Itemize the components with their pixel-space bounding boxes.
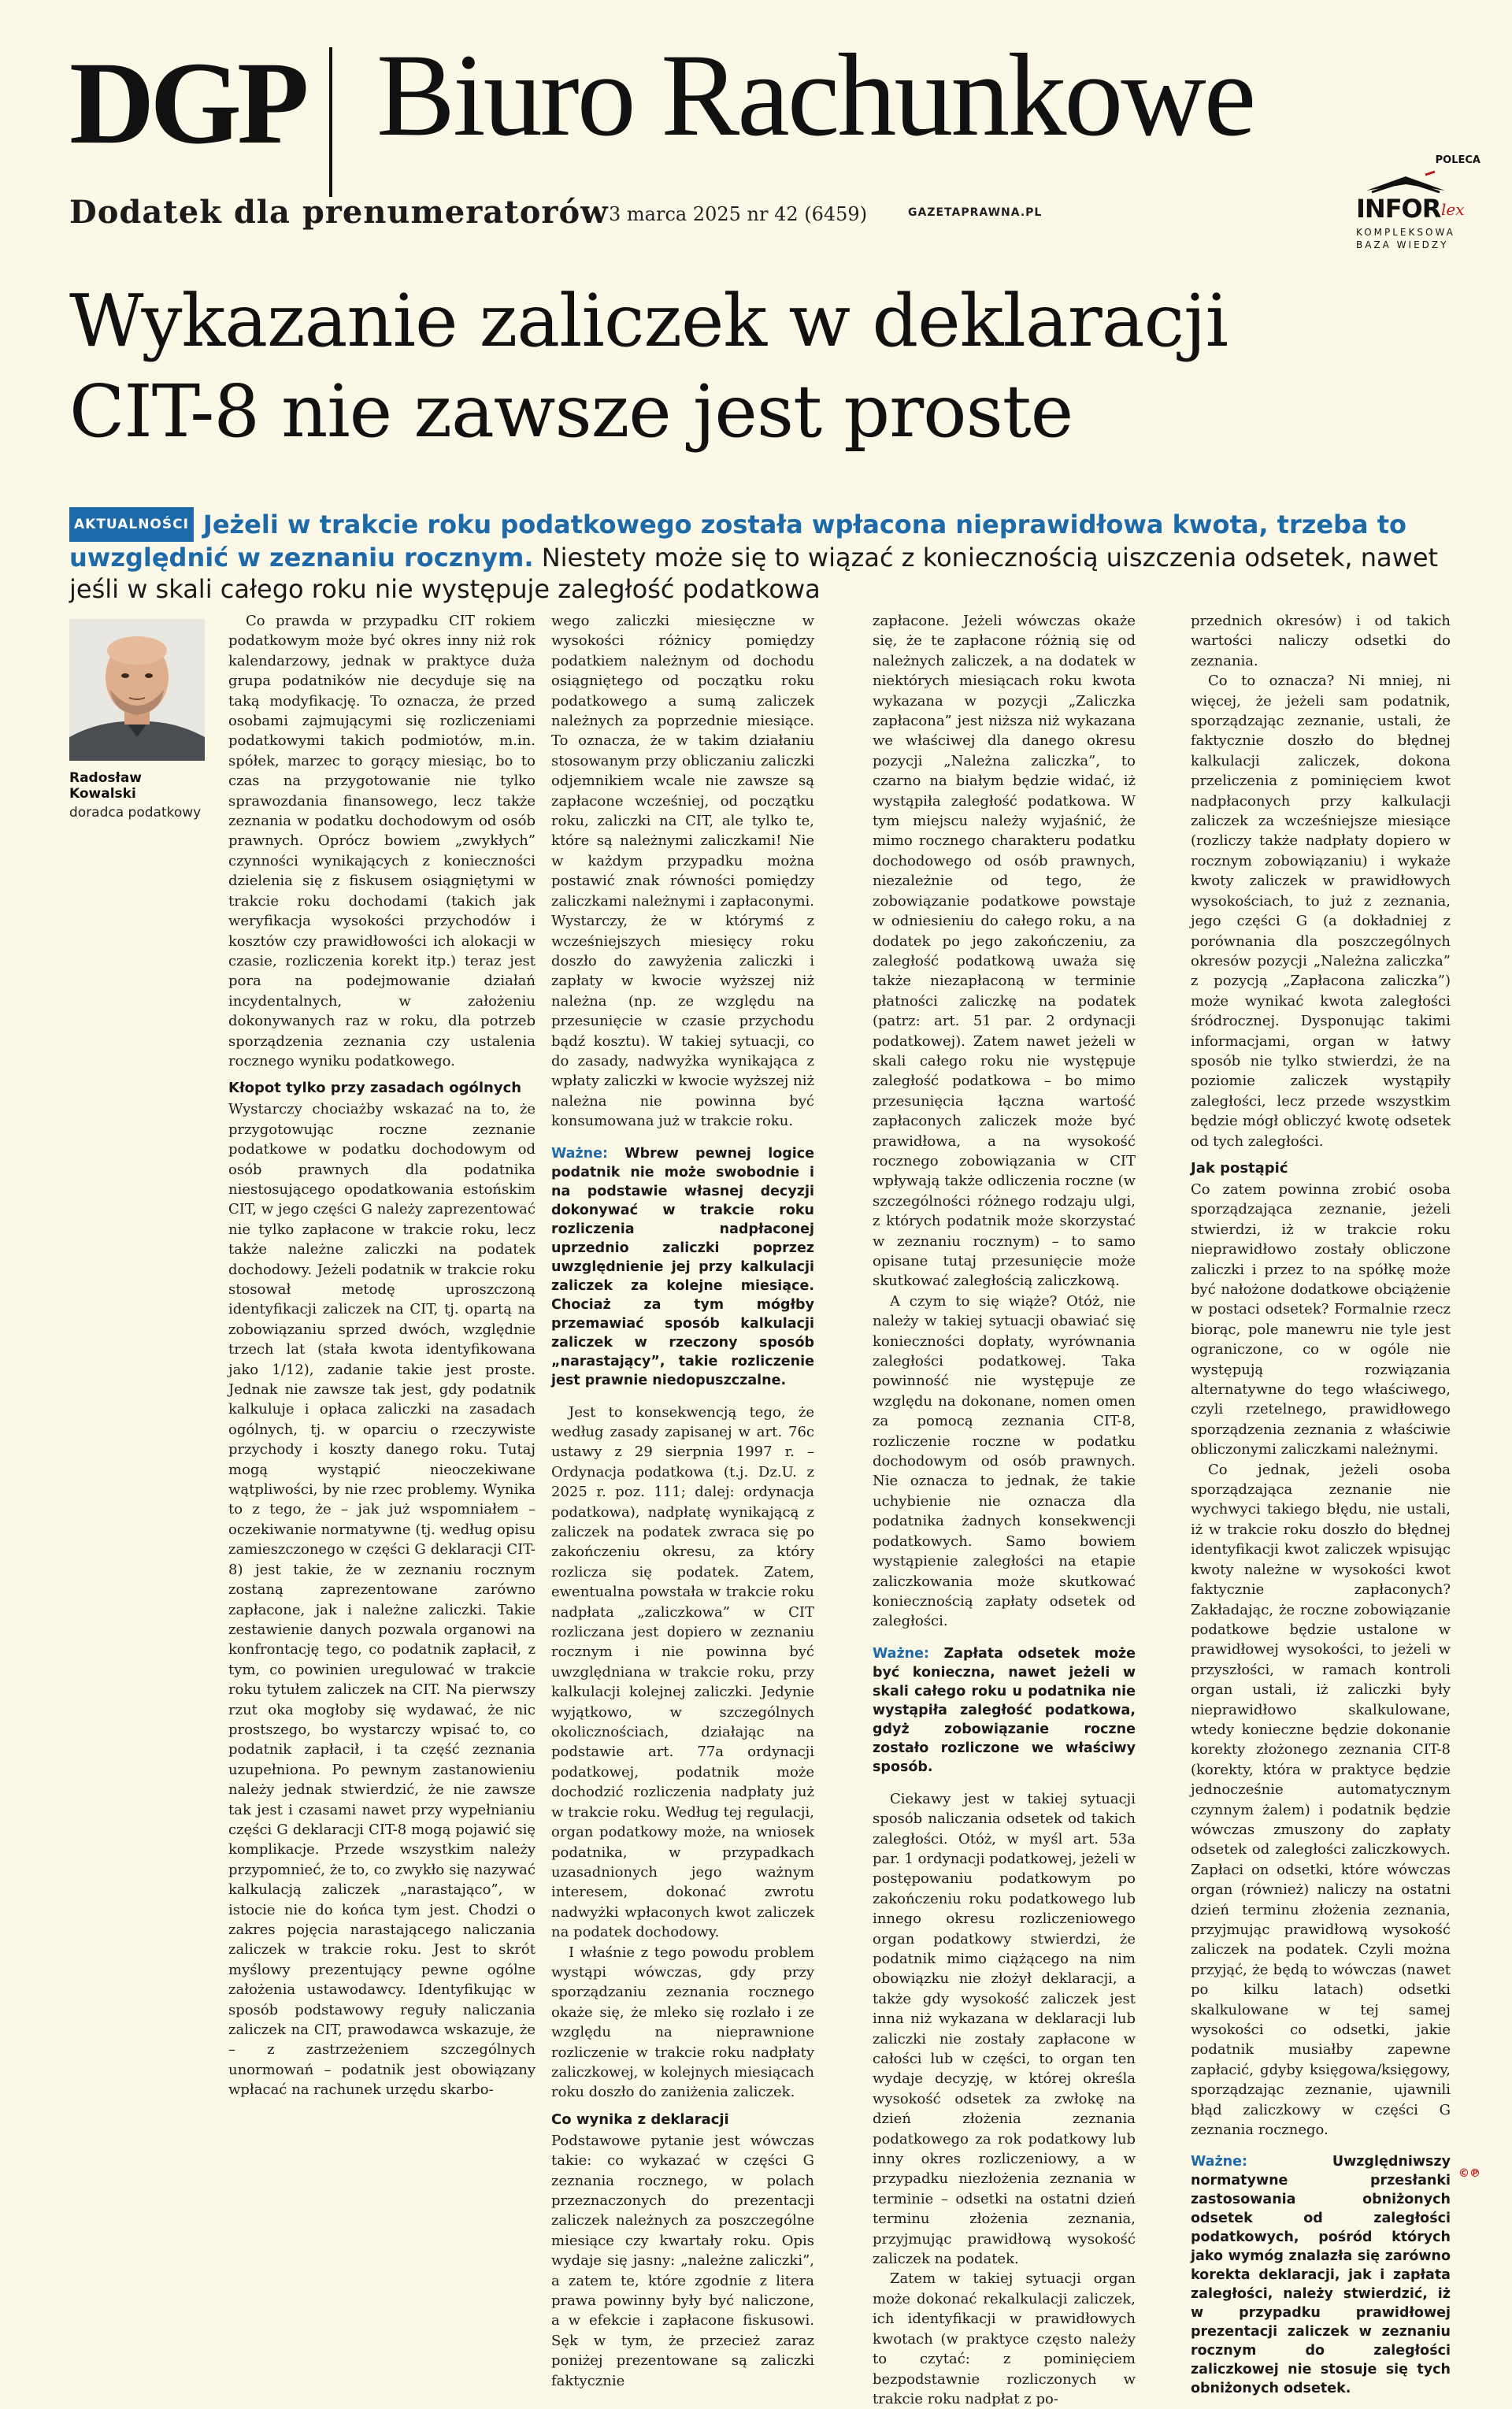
paragraph: wego zaliczki miesięczne w wysokości różnicy pomiędzy podatkiem należnym od dochodu osiągniętego od początku roku podatkowego a sumą zaliczek należnych za poprzednie miesiące. To oznacza, że w takim działaniu stosowanym przy obliczaniu zaliczki odjemnikiem wcale nie zawsze są zapłacone wcześniej, od początku roku, zaliczki na CIT, ale tylko te, które są należnymi zaliczkami! Nie w każdym przypadku można postawić znak równości pomiędzy zaliczkami należnymi i zapłaconymi. Wystarczy, że w którymś z wcześniejszych miesięcy roku doszło do zawyżenia zaliczki i zapłaty w kwocie wyższej niż należna (np. ze względu na przesunięcie w czasie przychodu bądź kosztu). W takiej sytuacji, co do zasady, nadwyżka wynikająca z wpłaty zaliczki w kwocie wyższej niż należna nie powinna być konsumowana już w trakcie roku. [551, 613, 814, 1130]
note-label: Ważne: [551, 1145, 608, 1162]
infor-name: INFOR [1356, 194, 1441, 224]
lead-rest: Niestety może się to wiązać z koniecznością uiszczenia odsetek, nawet jeśli w skali całego roku nie występuje zaległość podatkowa [69, 543, 1439, 604]
author-photo [69, 619, 205, 761]
article-column-1 [228, 611, 536, 2131]
note-label: Ważne: [1191, 2154, 1247, 2170]
paragraph: A czym to się wiąże? Otóż, nie należy w takiej sytuacji obawiać się konieczności dopłaty, wyrównania zaległości podatkowej. Taka powinność nie występuje ze względu na dokonane, nomen omen za pomocą zeznania CIT-8, rozliczenie roczne w podatku dochodowym od osób prawnych. Nie oznacza to jednak, że takie uchybienie nie oznacza dla podatnika żadnych konsekwencji podatkowych. Samo bowiem wystąpienie zaległości na etapie zaliczkowania może skutkować koniecznością zapłaty odsetek od zaległości. [873, 1292, 1136, 1630]
site-url[interactable]: GAZETAPRAWNA.PL [908, 206, 1043, 219]
author-portrait-icon [69, 619, 205, 761]
masthead-subline [69, 194, 1329, 241]
author-role: doradca podatkowy [69, 805, 202, 821]
lex-label: lex [1441, 200, 1465, 219]
dgp-logo[interactable]: DGP [69, 38, 305, 169]
paragraph: zapłacone. Jeżeli wówczas okaże się, że te zapłacone różnią się od należnych zaliczek, a na dodatek w niektórych miesiącach roku kwota wykazana w pozycji „Zaliczka zapłacona” jest niższa niż wykazana we właściwej dla danego okresu pozycji „Należna zaliczka”, to czarno na białym będzie widać, iż wystąpiła zaległość podatkowa. W tym miejscu należy wyjaśnić, że mimo rocznego charakteru podatku dochodowego od osób prawnych, niezależnie od tego, że zobowiązanie podatkowe powstaje w odniesieniu do całego roku, a na dodatek po jego zakończeniu, za zaległość podatkową uważa się także niezapłaconą w terminie płatności zaliczkę na podatek (patrz: art. 51 par. 2 ordynacji podatkowej). Zatem nawet jeżeli w skali całego roku nie występuje zaległość podatkowa – bo mimo przesunięcia łączna wartość zapłaconych zaliczek może być prawidłowa, a na wysokość rocznego zobowiązania w CIT wpływają także odliczenia roczne (w szczególności różnego rodzaju ulgi, z których podatnik może skorzystać w zeznaniu rocznym) – to samo opisane tutaj przesunięcie może skutkować zaległością zaliczkową. [873, 613, 1136, 1290]
infor-lex-badge[interactable] [1339, 154, 1480, 257]
headline-line-2: CIT-8 nie zawsze jest proste [69, 369, 1073, 454]
paragraph: Ciekawy jest w takiej sytuacji sposób naliczania odsetek od takich zaległości. Otóż, w myśl art. 53a par. 1 ordynacji podatkowej, jeżeli w postępowaniu podatkowym po zakończeniu roku podatkowego lub innego okresu rozliczeniowego organ podatkowy stwierdzi, że podatnik mimo ciążącego na nim obowiązku nie złożył deklaracji, a także gdy wysokość zaliczek jest inna niż wykazana w deklaracji lub zaliczki nie zostały zapłacone w całości lub w części, to organ ten wydaje decyzję, w której określa wysokość odsetek za zwłokę na dzień złożenia zeznania podatkowego za rok podatkowy lub inny okres rozliczeniowy, a w przypadku niezłożenia zeznania w terminie – odsetki na ostatni dzień terminu złożenia zeznania, przyjmując prawidłową wysokość zaliczek na podatek. [873, 1790, 1136, 2268]
author-box [69, 619, 211, 821]
section-badge[interactable]: AKTUALNOŚCI [69, 507, 194, 542]
masthead [69, 28, 1443, 231]
logo-divider [329, 47, 332, 197]
article-column-4 [1191, 611, 1451, 2397]
article-headline [69, 276, 1408, 457]
important-note [551, 1144, 814, 1390]
lead-bold: Jeżeli w trakcie roku podatkowego została wpłacona nieprawidłowa kwota, trzeba to uwzględnić w zeznaniu rocznym. [69, 510, 1406, 573]
infor-tagline-2: BAZA WIEDZY [1356, 239, 1449, 250]
subheading: Kłopot tylko przy zasadach ogólnych [228, 1080, 522, 1097]
poleca-label: POLECA [1435, 154, 1480, 166]
copyright-mark: ©℗ [1458, 2167, 1480, 2180]
important-note [1191, 2152, 1451, 2398]
subheading: Jak postąpić [1191, 1159, 1288, 1177]
section-title: Biuro Rachunkowe [376, 30, 1254, 161]
paragraph: Jest to konsekwencją tego, że według zasady zapisanej w art. 76c ustawy z 29 sierpnia 1997 r. – Ordynacja podatkowa (t.j. Dz.U. z 2025 r. poz. 111; dalej: ordynacja podatkowa), nadpłatę wynikającą z zaliczek na podatek zwraca się po zakończeniu okresu, za który rozlicza się podatek. Zatem, ewentualna powstała w trakcie roku nadpłata „zaliczkowa” w CIT rozliczana jest dopiero w zeznaniu rocznym i nie powinna być uwzględniana w trakcie roku, przy kalkulacji kolejnej zaliczki. Jedynie wyjątkowo, w szczególnych okolicznościach, działając na podstawie art. 77a ordynacji podatkowej, podatnik może dochodzić rozliczenia nadpłaty już w trakcie roku. Według tej regulacji, organ podatkowy może, na wniosek podatnika, w przypadkach uzasadnionych jego ważnym interesem, dokonać zwrotu nadwyżki wpłaconych kwot zaliczek na podatek dochodowy. [551, 1403, 814, 1941]
infor-tagline-1: KOMPLEKSOWA [1356, 227, 1455, 238]
note-text: Uwzględniwszy normatywne przesłanki zastosowania obniżonych odsetek od zaległości podatkowych, pośród których jako wymóg znalazła się zarówno korekta deklaracji, jak i zapłata zaległości, należy stwierdzić, iż w przypadku prawidłowej prezentacji zaliczek w zeznaniu rocznym do zaległości zaliczkowej nie stosuje się tych obniżonych odsetek. [1191, 2154, 1451, 2397]
headline-line-1: Wykazanie zaliczek w deklaracji [69, 279, 1228, 363]
paragraph: I właśnie z tego powodu problem wystąpi wówczas, gdy przy sporządzaniu zeznania rocznego okaże się, że mleko się rozlało i ze względu na nieprawnione rozliczenie w trakcie roku nadpłaty zaliczkowej, w kolejnych miesiącach roku doszło do zaniżenia zaliczek. [551, 1944, 814, 2101]
important-note [873, 1644, 1136, 1777]
paragraph: Co jednak, jeżeli osoba sporządzająca zeznanie nie wychwyci takiego błędu, nie ustali, iż w trakcie roku doszło do błędnej identyfikacji kwot zaliczek wpisując kwoty należne w wysokości kwot faktycznie zapłaconych? Zakładając, że roczne zobowiązanie podatkowe będzie ustalone w prawidłowej wysokości, to jeżeli w przyszłości, w ramach kontroli organ ustali, iż zaliczki były nieprawidłowo skalkulowane, wtedy konieczne będzie dokonanie korekty złożonego zeznania CIT-8 (korekty, która w praktyce będzie jednocześnie automatycznym czynnym żalem) i podatnik będzie wówczas zmuszony do zapłaty odsetek od zaległości zaliczkowych. Zapłaci on odsetki, które wówczas organ (również) naliczy na ostatni dzień terminu złożenia zeznania, przyjmując prawidłową wysokość zaliczek na podatek. Czyli można przyjąć, że będą to wówczas (nawet po kilku latach) odsetki skalkulowane w tej samej wysokości co odsetki, jakie podatnik musiałby zapewne zapłacić, gdyby księgowa/księgowy, sporządzając zeznanie, ujawnili błąd zaliczkowy w części G zeznania rocznego. [1191, 1461, 1451, 2139]
paragraph: Co to oznacza? Ni mniej, ni więcej, że jeżeli sam podatnik, sporządzając zeznanie, ustali, że faktycznie doszło do błędnej kalkulacji zaliczek, dokona przeliczenia z pominięciem kwot nadpłaconych przy kalkulacji zaliczek za wcześniejsze miesiące (rozliczy także nadpłaty dopiero w rocznym zobowiązaniu) i wykaże kwoty zaliczek w prawidłowych wysokościach, to już z zeznania, jego części G (a dokładniej z porównania dla poszczególnych okresów pozycji „Należna zaliczka” z pozycją „Zapłacona zaliczka”) może wynikać kwota zaległości śródrocznej. Dysponując takimi informacjami, organ w łatwy sposób nie tylko stwierdzi, że na poziomie zaliczek wystąpiły zaległości, lecz przede wszystkim będzie mógł obliczyć kwotę odsetek od tych zaległości. [1191, 673, 1451, 1150]
note-text: Zapłata odsetek może być konieczna, nawet jeżeli w skali całego roku u podatnika nie wystąpiła zaległość podatkowa, gdyż zobowiązanie roczne zostało rozliczone we właściwy sposób. [873, 1645, 1136, 1775]
paragraph: przednich okresów) i od takich wartości naliczy odsetki do zeznania. [1191, 613, 1451, 669]
note-label: Ważne: [873, 1645, 929, 1662]
paragraph: Co zatem powinna zrobić osoba sporządzająca zeznanie, jeżeli stwierdzi, iż w trakcie roku nieprawidłowo zostały obliczone zaliczki i przez to na spółkę może być nałożone dodatkowe obciążenie w postaci odsetek? Formalnie rzecz biorąc, pole manewru nie tyle jest ograniczone, co w ogóle nie występują rozwiązania alternatywne do tego właściwego, czyli rzetelnego, prawidłowego sporządzenia zeznania z właściwie obliczonymi zaliczkami należnymi. [1191, 1180, 1451, 1458]
issue-date: 3 marca 2025 nr 42 (6459) [609, 203, 868, 225]
book-icon [1362, 170, 1449, 194]
note-text: Wbrew pewnej logice podatnik nie może swobodnie i na podstawie własnej decyzji dokonywać w trakcie roku rozliczenia nadpłaconej uprzednio zaliczki poprzez uwzględnienie jej przy kalkulacji zaliczek za kolejne miesiące. Chociaż za tym mógłby przemawiać sposób kalkulacji zaliczek w rzeczony sposób „narastający”, takie rozliczenie jest prawnie niedopuszczalne. [551, 1145, 814, 1388]
article-column-3 [873, 611, 1136, 2407]
paragraph: Wystarczy chociażby wskazać na to, że przygotowując roczne zeznanie podatkowe w podatku dochodowym od osób prawnych dla podatnika niestosującego opodatkowania estońskim CIT, w jego części G należy zaprezentować nie tylko zapłacone w trakcie roku, lecz także należne zaliczki na podatek dochodowy. Jeżeli podatnik w trakcie roku stosował metodę uproszczoną identyfikacji zaliczek na CIT, tj. opartą na zobowiązaniu sprzed dwóch, względnie trzech lat (stała kwota identyfikowana jako 1/12), zadanie takie jest proste. Jednak nie zawsze tak jest, gdy podatnik kalkuluje i opłaca zaliczki na zasadach ogólnych, tj. w oparciu o rzeczywiste przychody i koszty danego roku. Tutaj mogą wystąpić nieoczekiwane wątpliwości, by nie rzec problemy. Wynika to z tego, że – jak już wspomniałem – oczekiwanie normatywne (tj. według opisu zamieszczonego w części G deklaracji CIT-8) jest takie, że w zeznaniu rocznym zostaną zaprezentowane zarówno zapłacone, jak i należne zaliczki. Takie zestawienie danych pozwala organowi na konfrontację tego, co podatnik zapłacił, z tym, co powinien uregulować w trakcie roku tytułem zaliczek na CIT. Na pierwszy rzut oka mogłoby się wydawać, że nic prostszego, bo wystarczy wpisać to, co podatnik zapłacił, i ta część zeznania uzupełniona. Po pewnym zastanowieniu należy jednak stwierdzić, że nie zawsze tak jest i czasami nawet przy wypełnianiu części G deklaracji CIT-8 mogą pojawić się komplikacje. Przede wszystkim należy przypomnieć, że to, co zwykło się nazywać kalkulacją zaliczek „narastająco”, w istocie nie do końca tym jest. Chodzi o zakres pojęcia narastającego naliczania zaliczek w trakcie roku. Jest to skrót myślowy prezentujący pewne ogólne założenia ustawodawcy. Identyfikując w sposób podstawowy reguły naliczania zaliczek na CIT, prawodawca wskazuje, że – z zastrzeżeniem szczególnych unormowań – podatnik jest obowiązany wpłacać na rachunek urzędu skarbo- [228, 1101, 536, 2099]
subheading: Co wynika z deklaracji [551, 2111, 729, 2128]
article-lead [69, 507, 1455, 605]
paragraph: Zatem w takiej sytuacji organ może dokonać rekalkulacji zaliczek, ich identyfikacji w prawidłowych kwotach (w praktyce często należy to czytać: z pominięciem bezpodstawnie rozliczonych w trakcie roku nadpłat z po- [873, 2270, 1136, 2407]
paragraph: Podstawowe pytanie jest wówczas takie: co wykazać w części G zeznania rocznego, w polach przeznaczonych do prezentacji zaliczek należnych za poszczególne miesiące czy kwartały roku. Opis wydaje się jasny: „należne zaliczki”, a zatem te, które zgodnie z litera prawa powinny były być naliczone, a w efekcie i zapłacone fiskusowi. Sęk w tym, że przecież zaraz poniżej prezentowane są zaliczki faktycznie [551, 2132, 814, 2389]
paragraph: Co prawda w przypadku CIT rokiem podatkowym może być okres inny niż rok kalendarzowy, jednak w praktyce duża grupa podatników nie decyduje się na taką modyfikację. To oznacza, że przed osobami zajmującymi się rozliczeniami podatkowymi takich podmiotów, m.in. spółek, marzec to gorący miesiąc, bo to czas na przygotowanie nie tylko sprawozdania finansowego, lecz także zeznania w podatku dochodowym od osób prawnych. Oprócz bowiem „zwykłych” czynności wynikających z konieczności dzielenia się z fiskusem osiągniętymi w trakcie roku dochodami (takich jak weryfikacja wysokości przychodów i kosztów czy prawidłowości ich alokacji w czasie, rozliczenia korekt itp.) teraz jest pora na podejmowanie działań incydentalnych, w założeniu dokonywanych raz w roku, dla potrzeb sporządzenia zeznania czy ustalenia rocznego wyniku podatkowego. [228, 613, 536, 1069]
author-name: Radosław Kowalski [69, 770, 143, 802]
supplement-label: Dodatek dla prenumeratorów [69, 194, 609, 231]
article-column-2 [551, 611, 814, 2389]
